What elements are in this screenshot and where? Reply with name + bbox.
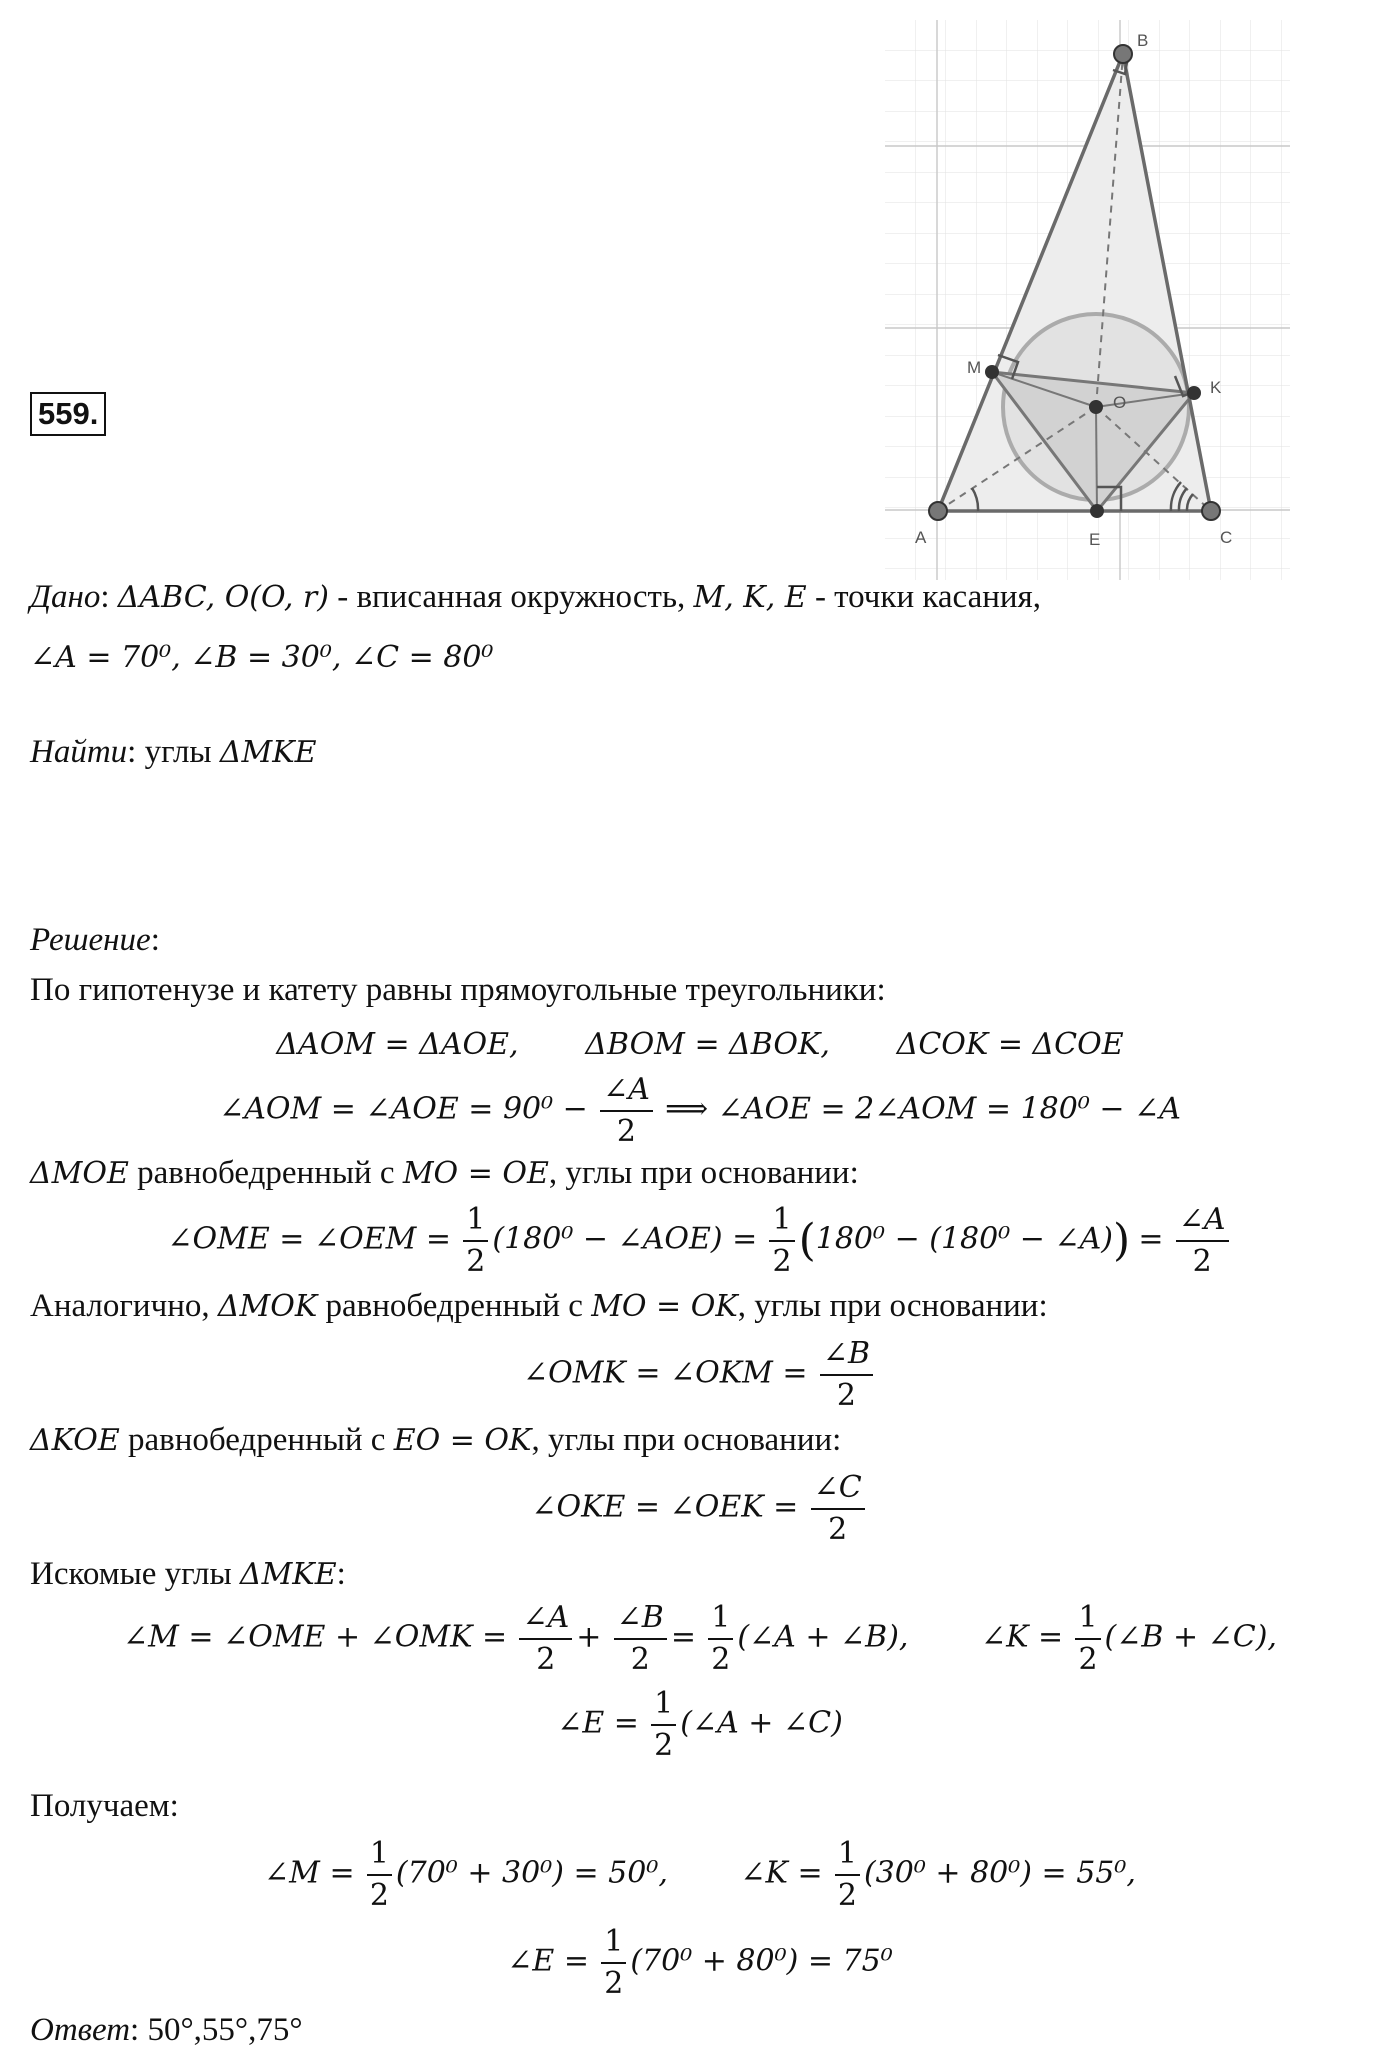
answer-label: Ответ	[30, 2012, 131, 2048]
find-label: Найти	[30, 734, 128, 770]
equation-4: ∠OKE = ∠OEK = $\frac{\angle C}{2}$	[0, 1468, 1400, 1550]
result-label: Получаем:	[30, 1788, 179, 1824]
equation-1: ∠AOM = ∠AOE = 90⁰ − $\frac{\angle A}{2}$ ⟹ ∠AOE = 2∠AOM = 180⁰ − ∠A	[0, 1070, 1400, 1152]
label-c: C	[1220, 528, 1233, 547]
moe-line: ΔMOE равнобедренный с MO = OE, углы при основании:	[30, 1155, 859, 1191]
sought-line: Искомые углы ΔMKE:	[30, 1556, 346, 1592]
label-a: A	[915, 528, 927, 547]
solution-label: Решение	[30, 922, 151, 958]
answer-line: Ответ: 50°,55°,75°	[30, 2012, 303, 2048]
label-m: M	[967, 358, 982, 377]
given-label: Дано	[30, 579, 101, 615]
point-e	[1090, 504, 1104, 518]
given-text-1: - вписанная окружность,	[328, 579, 694, 615]
find-text: углы	[144, 734, 220, 770]
koe-line: ΔKOE равнобедренный с EO = OK, углы при основании:	[30, 1422, 842, 1458]
mok-line: Аналогично, ΔMOK равнобедренный с MO = OK, углы при основании:	[30, 1288, 1048, 1324]
equation-5: ∠M = ∠OME + ∠OMK = $\frac{\angle A}{2}$ + $\frac{\angle B}{2}$ = $\frac{1}{2}$ (∠A + ∠B), ∠K = $\frac{1}{2}$ (∠B + ∠C),	[123, 1600, 1277, 1677]
point-b	[1114, 45, 1132, 63]
point-a	[929, 502, 947, 520]
answer-value: 50°,55°,75°	[147, 2012, 303, 2048]
point-m	[985, 365, 999, 379]
solution-label-line: Решение:	[30, 922, 160, 958]
fraction-a-over-2: $\frac{\angle A}{2}$	[600, 1070, 653, 1152]
given-triangle: ΔABC,	[117, 580, 225, 615]
given-text-2: - точки касания,	[806, 579, 1041, 615]
point-o	[1089, 400, 1103, 414]
label-b: B	[1137, 31, 1149, 50]
solution-intro: По гипотенузе и катету равны прямоугольные треугольники:	[30, 972, 886, 1008]
equal-triangles	[0, 1024, 1400, 1065]
find-triangle: ΔMKE	[219, 735, 317, 770]
equation-3: ∠OMK = ∠OKM = $\frac{\angle B}{2}$	[0, 1334, 1400, 1416]
find-line: Найти: углы ΔMKE	[30, 734, 317, 770]
equation-7: ∠M = $\frac{1}{2}$ (70⁰ + 30⁰) = 50⁰, ∠K = $\frac{1}{2}$ (30⁰ + 80⁰) = 55⁰,	[264, 1836, 1136, 1913]
equation-2: ∠OME = ∠OEM = $\frac{1}{2}$ (180⁰ − ∠AOE) = $\frac{1}{2}$ (180⁰ − (180⁰ − ∠A)) = $\frac{\angle A}{2}$	[0, 1200, 1400, 1282]
given-angles: ∠A = 70⁰, ∠B = 30⁰, ∠C = 80⁰	[30, 640, 494, 675]
point-c	[1202, 502, 1220, 520]
given-points: M, K, E	[693, 580, 807, 615]
equation-6: ∠E = $\frac{1}{2}$ (∠A + ∠C)	[557, 1686, 843, 1763]
geometry-figure	[875, 10, 1295, 580]
label-e: E	[1089, 530, 1101, 549]
label-o: O	[1113, 393, 1127, 412]
given-line-1: Дано: ΔABC, O(O, r) - вписанная окружность, M, K, E - точки касания,	[30, 579, 1041, 615]
point-k	[1187, 386, 1201, 400]
given-circle: O(O, r)	[224, 580, 329, 615]
equal-triangles-text: ΔAOM = ΔAOE, ΔBOM = ΔBOK, ΔCOK = ΔCOE	[276, 1027, 1124, 1062]
label-k: K	[1210, 378, 1222, 397]
equation-8: ∠E = $\frac{1}{2}$ (70⁰ + 80⁰) = 75⁰	[507, 1924, 893, 2001]
task-number: 559.	[30, 392, 106, 436]
given-line-2	[30, 637, 493, 678]
